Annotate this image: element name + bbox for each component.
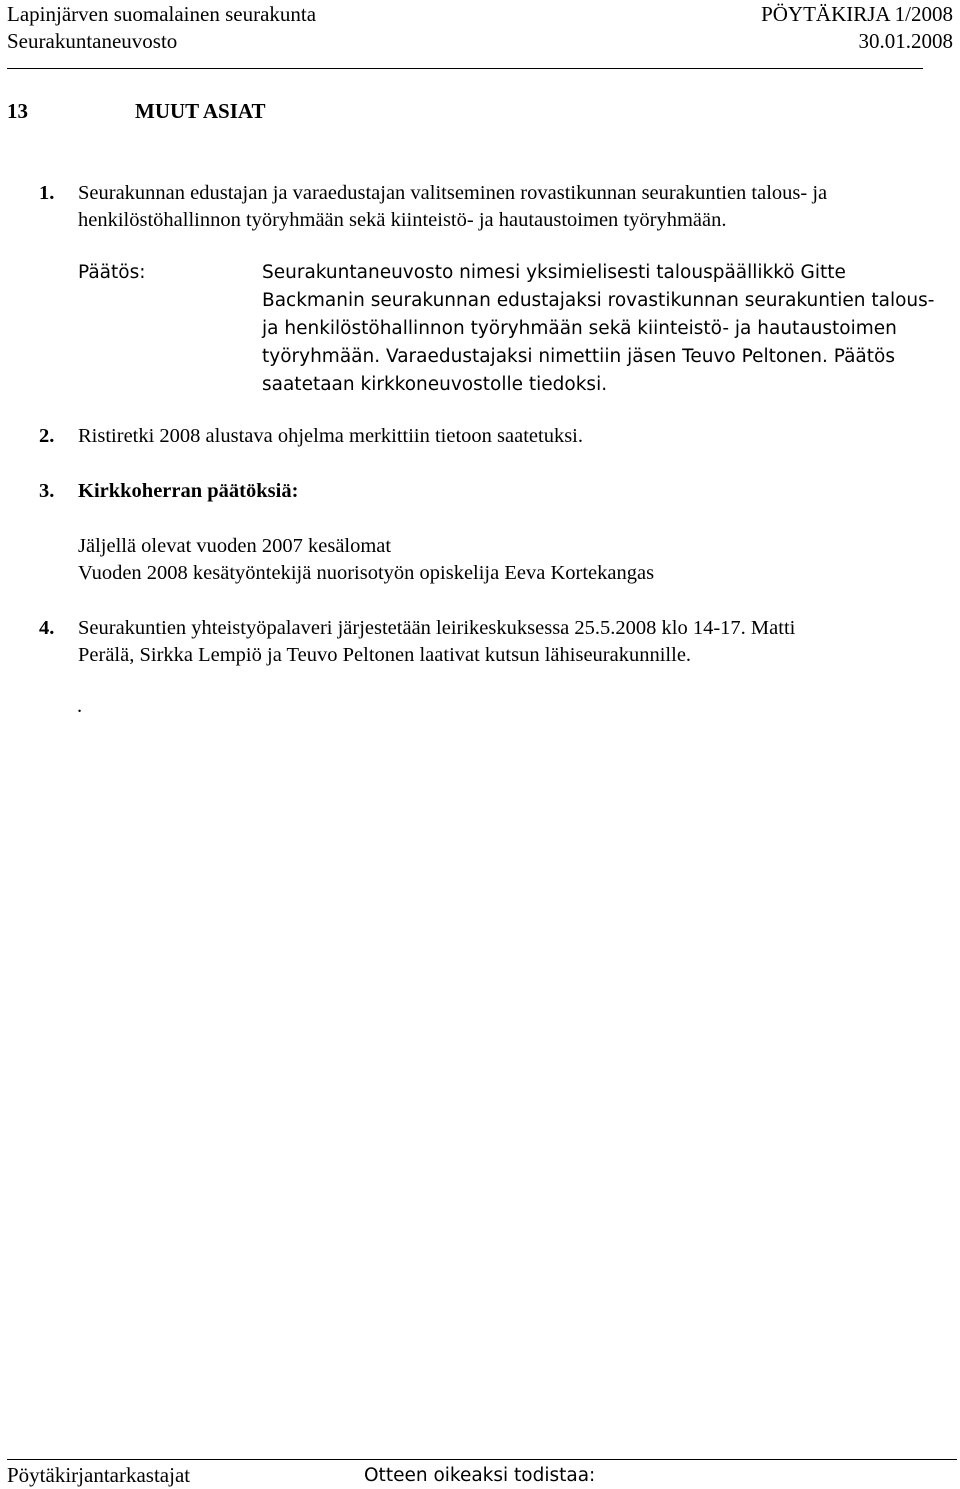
item3-number: 3.	[39, 480, 55, 502]
decision-line: Backmanin seurakunnan edustajaksi rovastikunnan seurakuntien talous-	[262, 290, 935, 311]
item1-title-line1: Seurakunnan edustajan ja varaedustajan valitseminen rovastikunnan seurakuntien talous- ja	[78, 182, 828, 204]
item1-number: 1.	[39, 182, 55, 204]
header-document-number: PÖYTÄKIRJA 1/2008	[761, 2, 953, 26]
decision-line: ja henkilöstöhallinnon työryhmään sekä kiinteistö- ja hautaustoimen	[262, 318, 897, 339]
decision-line: työryhmään. Varaedustajaksi nimettiin jäsen Teuvo Peltonen. Päätös	[262, 346, 895, 367]
item2-number: 2.	[39, 425, 55, 447]
decision-line: saatetaan kirkkoneuvostolle tiedoksi.	[262, 374, 608, 395]
item1-title-line2: henkilöstöhallinnon työryhmään sekä kiinteistö- ja hautaustoimen työryhmään.	[78, 209, 727, 231]
item2-text: Ristiretki 2008 alustava ohjelma merkittiin tietoon saatetuksi.	[78, 425, 584, 447]
item3-line: Jäljellä olevat vuoden 2007 kesälomat	[78, 535, 392, 557]
header-organization: Lapinjärven suomalainen seurakunta	[7, 2, 317, 26]
item4-line2: Perälä, Sirkka Lempiö ja Teuvo Peltonen laativat kutsun lähiseurakunnille.	[78, 644, 692, 666]
header-date: 30.01.2008	[858, 29, 953, 53]
footer-divider	[7, 1459, 957, 1460]
decision-label: Päätös:	[78, 262, 146, 283]
item4-number: 4.	[39, 617, 55, 639]
item4-line1: Seurakuntien yhteistyöpalaveri järjestetään leirikeskuksessa 25.5.2008 klo 14-17. Matti	[78, 617, 796, 639]
footer-certification: Otteen oikeaksi todistaa:	[364, 1465, 596, 1486]
footer-reviewers: Pöytäkirjantarkastajat	[7, 1463, 191, 1487]
section-title: MUUT ASIAT	[135, 99, 266, 123]
stray-period: .	[77, 695, 83, 717]
header-divider	[7, 68, 923, 69]
decision-line: Seurakuntaneuvosto nimesi yksimielisesti talouspäällikkö Gitte	[262, 262, 846, 283]
item3-heading: Kirkkoherran päätöksiä:	[78, 480, 299, 502]
header-body: Seurakuntaneuvosto	[7, 29, 178, 53]
section-number: 13	[7, 99, 28, 123]
decision-text	[262, 259, 935, 399]
item3-line: Vuoden 2008 kesätyöntekijä nuorisotyön opiskelija Eeva Kortekangas	[78, 562, 655, 584]
